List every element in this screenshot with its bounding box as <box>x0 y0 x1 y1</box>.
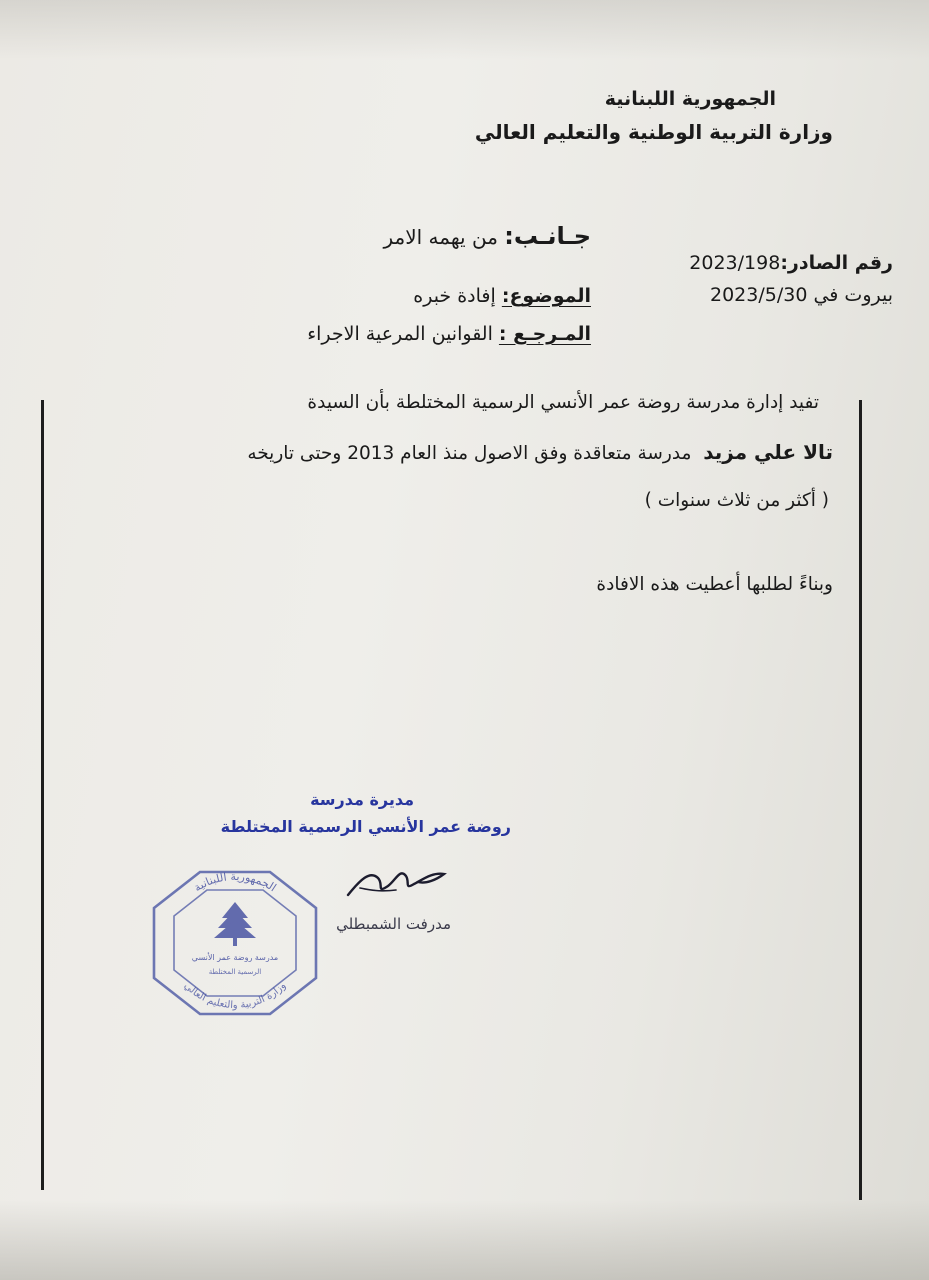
reference-label: المـرجـع : <box>498 323 591 345</box>
stamp-inner-line-2: الرسمية المختلطة <box>208 968 262 976</box>
right-margin-line <box>859 400 862 1200</box>
subject-label: الموضوع: <box>501 285 591 307</box>
left-margin-line <box>41 400 44 1190</box>
addressee <box>383 222 591 250</box>
stamp-inner-line-1: مدرسة روضة عمر الأنسي <box>191 953 279 962</box>
addressee-value: من يهمه الامر <box>383 225 498 249</box>
subject <box>413 285 591 307</box>
signatory-name: مدرفت الشمبطلي <box>336 915 451 933</box>
employee-name: تالا علي مزيد <box>703 440 833 464</box>
header-republic: الجمهورية اللبنانية <box>604 88 776 110</box>
body-line-3: ( أكثر من ثلاث سنوات ) <box>644 490 829 511</box>
addressee-label: جـانـب: <box>504 222 591 250</box>
header-ministry: وزارة التربية الوطنية والتعليم العالي <box>474 120 833 144</box>
subject-value: إفادة خبره <box>413 285 496 307</box>
place-date-label: بيروت في <box>813 284 893 306</box>
official-stamp <box>150 868 320 1018</box>
outgoing-number <box>689 252 893 274</box>
handwritten-signature <box>340 850 450 910</box>
signature-school: روضة عمر الأنسي الرسمية المختلطة <box>220 817 511 836</box>
cedar-icon <box>214 902 256 946</box>
bottom-shadow <box>0 1200 929 1280</box>
top-shadow <box>0 0 929 60</box>
body-line-2 <box>247 440 833 464</box>
closing-line: وبناءً لطلبها أعطيت هذه الافادة <box>596 574 833 595</box>
reference-value: القوانين المرعية الاجراء <box>307 323 493 345</box>
reference <box>307 323 591 345</box>
place-date-value: 2023/5/30 <box>710 284 808 306</box>
outgoing-number-label: رقم الصادر: <box>780 252 893 274</box>
outgoing-number-value: 2023/198 <box>689 252 781 274</box>
stamp-outer-top: الجمهورية اللبنانية <box>191 869 279 895</box>
body-line-2-text: مدرسة متعاقدة وفق الاصول منذ العام 2013 وحتى تاريخه <box>247 443 692 464</box>
stamp-outer-bottom: وزارة التربية والتعليم العالي <box>181 980 289 1012</box>
place-date <box>710 284 893 306</box>
signature-title: مديرة مدرسة <box>310 790 414 809</box>
body-line-1: تفيد إدارة مدرسة روضة عمر الأنسي الرسمية المختلطة بأن السيدة <box>307 392 819 413</box>
